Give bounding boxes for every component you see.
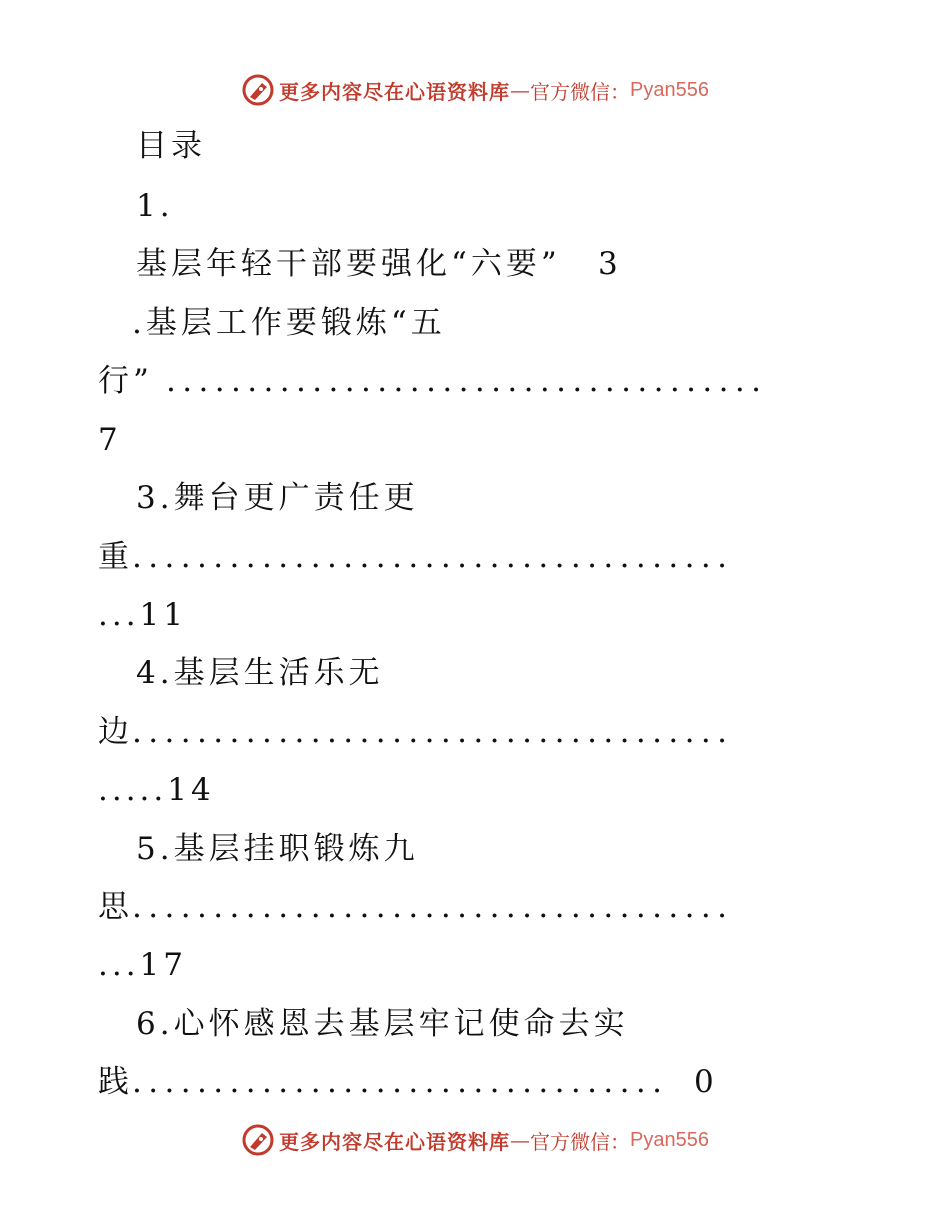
- footer-banner: [0, 1120, 950, 1160]
- banner-text: 更多内容尽在心语资料库: [279, 1129, 511, 1154]
- toc-item1-page: 3: [598, 246, 622, 282]
- banner-wechat-id: Pyan556: [630, 1128, 709, 1151]
- pen-nib-logo-icon: [241, 73, 275, 107]
- toc-item5-title-cont: 思: [98, 889, 133, 925]
- toc-item3-dots: .....................................: [132, 539, 734, 575]
- toc-item3-title-cont: 重: [98, 539, 133, 575]
- toc-item2-dots: .....................................: [166, 363, 768, 399]
- header-banner: [0, 70, 950, 110]
- banner-wechat-id: Pyan556: [630, 78, 709, 101]
- toc-item2-title-cont: 行”: [98, 363, 153, 399]
- banner-text: 更多内容尽在心语资料库: [279, 79, 511, 104]
- toc-item6-title: 6.心怀感恩去基层牢记使命去实: [136, 1006, 629, 1042]
- toc-item4-page: .....14: [98, 772, 215, 808]
- toc-item1-title: 基层年轻干部要强化“六要”: [136, 246, 561, 282]
- toc-item6-title-cont: 践: [98, 1064, 133, 1100]
- pen-nib-logo-icon: [241, 1123, 275, 1157]
- toc-item6-page: 0: [694, 1064, 718, 1100]
- banner-official-label: 官方微信：: [530, 79, 631, 104]
- banner-separator: —: [510, 1128, 531, 1152]
- toc-item3-page: ...11: [98, 597, 188, 633]
- toc-item1-number: 1.: [136, 188, 174, 224]
- toc-item6-dots: .................................: [132, 1064, 669, 1100]
- banner-separator: —: [510, 78, 531, 102]
- toc-item4-title: 4.基层生活乐无: [136, 655, 384, 691]
- toc-item2-page: 7: [98, 422, 122, 458]
- toc-item5-dots: .....................................: [132, 889, 734, 925]
- toc-heading: 目录: [136, 128, 206, 164]
- toc-item5-title: 5.基层挂职锻炼九: [136, 831, 419, 867]
- toc-item4-title-cont: 边: [98, 714, 133, 750]
- toc-item3-title: 3.舞台更广责任更: [136, 480, 419, 516]
- toc-item4-dots: .....................................: [132, 714, 734, 750]
- toc-item5-page: ...17: [98, 947, 188, 983]
- banner-official-label: 官方微信：: [530, 1129, 631, 1154]
- toc-item2-title: .基层工作要锻炼“五: [132, 305, 446, 341]
